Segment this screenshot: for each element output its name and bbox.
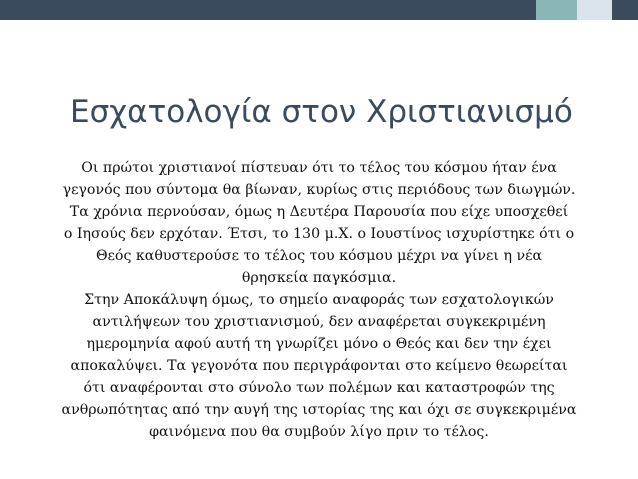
paragraph-1 [4,157,634,289]
paragraph-2-line-7: φαινόμενα που θα συμβούν λίγο πριν το τέλος. [149,424,489,440]
paragraph-2-line-5: ότι αναφέρονται στο σύνολο των πολέμων και καταστροφών της [83,380,555,396]
slide-title: Εσχατολογία στον Χριστιανισμό [70,94,573,130]
paragraph-1-line-3: Τα χρόνια περνούσαν, όμως η Δευτέρα Παρουσία που είχε υποσχεθεί [69,204,569,220]
paragraph-2-line-2: αντιλήψεων του χριστιανισμού, δεν αναφέρεται συγκεκριμένη [92,314,546,330]
paragraph-1-line-5: Θεός καθυστερούσε το τέλος του κόσμου μέχρι να γίνει η νέα [95,248,543,264]
paragraph-2-line-6: ανθρωπότητας από την αυγή της ιστορίας της και όχι σε συγκεκριμένα [61,402,577,418]
paragraph-2-line-4: αποκαλύψει. Τα γεγονότα που περιγράφονται στο κείμενο θεωρείται [70,358,568,374]
top-bar-accent-light [577,0,612,20]
paragraph-1-line-2: γεγονός που σύντομα θα βίωναν, κυρίως στις περιόδους των διωγμών. [62,182,576,198]
top-bar-accent-dark [612,0,638,20]
paragraph-1-line-6: θρησκεία παγκόσμια. [241,270,397,286]
paragraph-1-line-4: ο Ιησούς δεν ερχόταν. Έτσι, το 130 μ.Χ. ο Ιουστίνος ισχυρίστηκε ότι ο [63,226,575,242]
paragraph-2-line-3: ημερομηνία αφού αυτή τη γνωρίζει μόνο ο Θεός και δεν την έχει [86,336,552,352]
top-bar-accent-teal [536,0,577,20]
slide-body [4,157,634,443]
paragraph-2-line-1: Στην Αποκάλυψη όμως, το σημείο αναφοράς των εσχατολογικών [84,292,554,308]
paragraph-2 [4,289,634,443]
paragraph-1-line-1: Οι πρώτοι χριστιανοί πίστευαν ότι το τέλος του κόσμου ήταν ένα [81,160,557,176]
